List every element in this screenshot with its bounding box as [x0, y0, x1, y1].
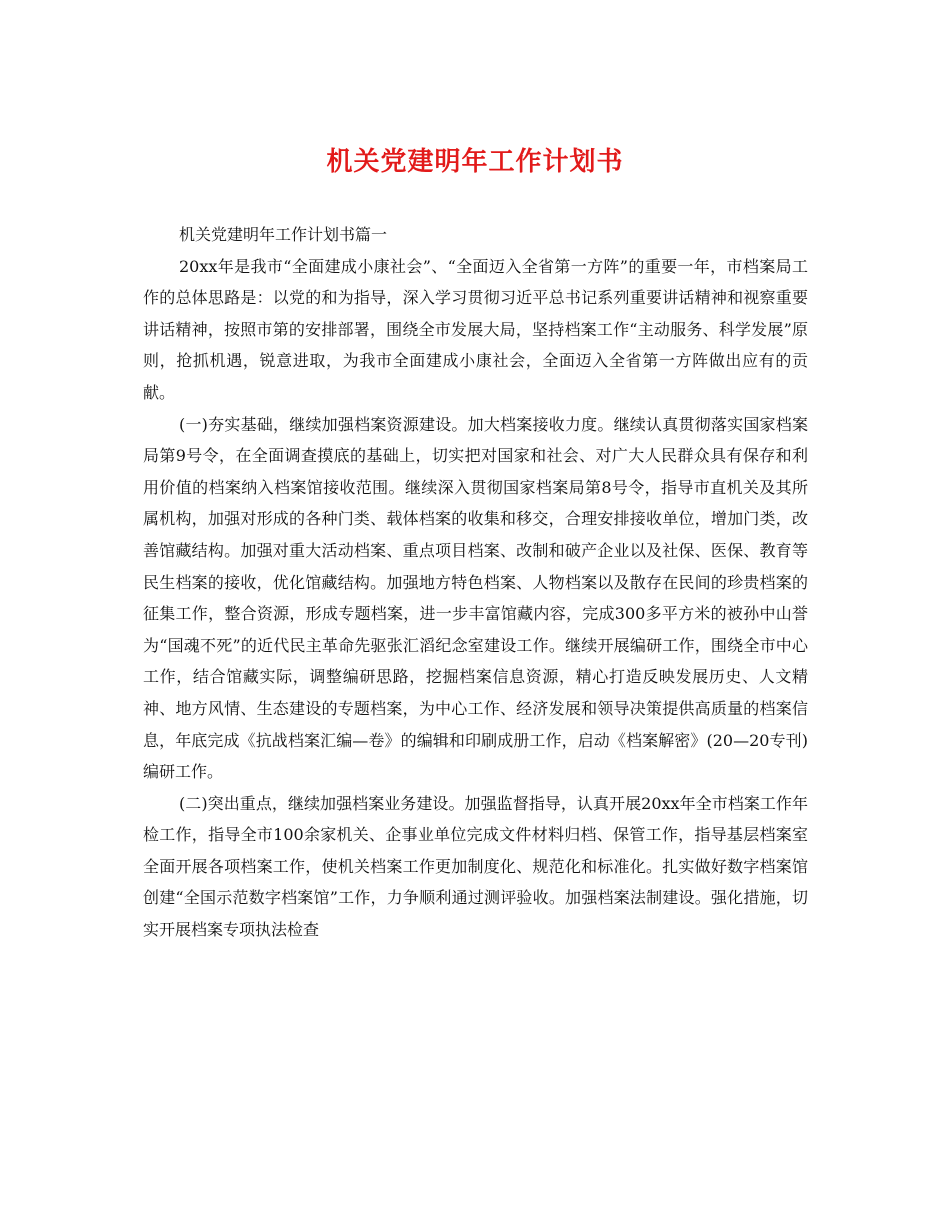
document-title: 机关党建明年工作计划书 [326, 147, 624, 177]
document-body [143, 219, 808, 946]
paragraph-section-2: (二)突出重点，继续加强档案业务建设。加强监督指导，认真开展20xx年全市档案工作年检工作，指导全市100余家机关、企事业单位完成文件材料归档、保管工作，指导基层档案室全面开展各项档案工作，使机关档案工作更加制度化、规范化和标准化。扎实做好数字档案馆创建“全国示范数字档案馆”工作，力争顺利通过测评验收。加强档案法制建设。强化措施，切实开展档案专项执法检查 [143, 793, 808, 940]
paragraph-intro: 20xx年是我市“全面建成小康社会”、“全面迈入全省第一方阵”的重要一年，市档案局工作的总体思路是：以党的和为指导，深入学习贯彻习近平总书记系列重要讲话精神和视察重要讲话精神，按照市第的安排部署，围绕全市发展大局，坚持档案工作“主动服务、科学发展”原则，抢抓机遇，锐意进取，为我市全面建成小康社会，全面迈入全省第一方阵做出应有的贡献。 [143, 256, 808, 402]
paragraph-section-1: (一)夯实基础，继续加强档案资源建设。加大档案接收力度。继续认真贯彻落实国家档案局第9号令，在全面调查摸底的基础上，切实把对国家和社会、对广大人民群众具有保存和利用价值的档案纳入档案馆接收范围。继续深入贯彻国家档案局第8号令，指导市直机关及其所属机构，加强对形成的各种门类、载体档案的收集和移交，合理安排接收单位，增加门类，改善馆藏结构。加强对重大活动档案、重点项目档案、改制和破产企业以及社保、医保、教育等民生档案的接收，优化馆藏结构。加强地方特色档案、人物档案以及散存在民间的珍贵档案的征集工作，整合资源，形成专题档案，进一步丰富馆藏内容，完成300多平方米的被孙中山誉为“国魂不死”的近代民主革命先驱张汇滔纪念室建设工作。继续开展编研工作，围绕全市中心工作，结合馆藏实际，调整编研思路，挖掘档案信息资源，精心打造反映发展历史、人文精神、地方风情、生态建设的专题档案，为中心工作、经济发展和领导决策提供高质量的档案信息，年底完成《抗战档案汇编—卷》的编辑和印刷成册工作，启动《档案解密》(20—20专刊)编研工作。 [143, 414, 808, 782]
section-heading: 机关党建明年工作计划书篇一 [179, 225, 388, 244]
